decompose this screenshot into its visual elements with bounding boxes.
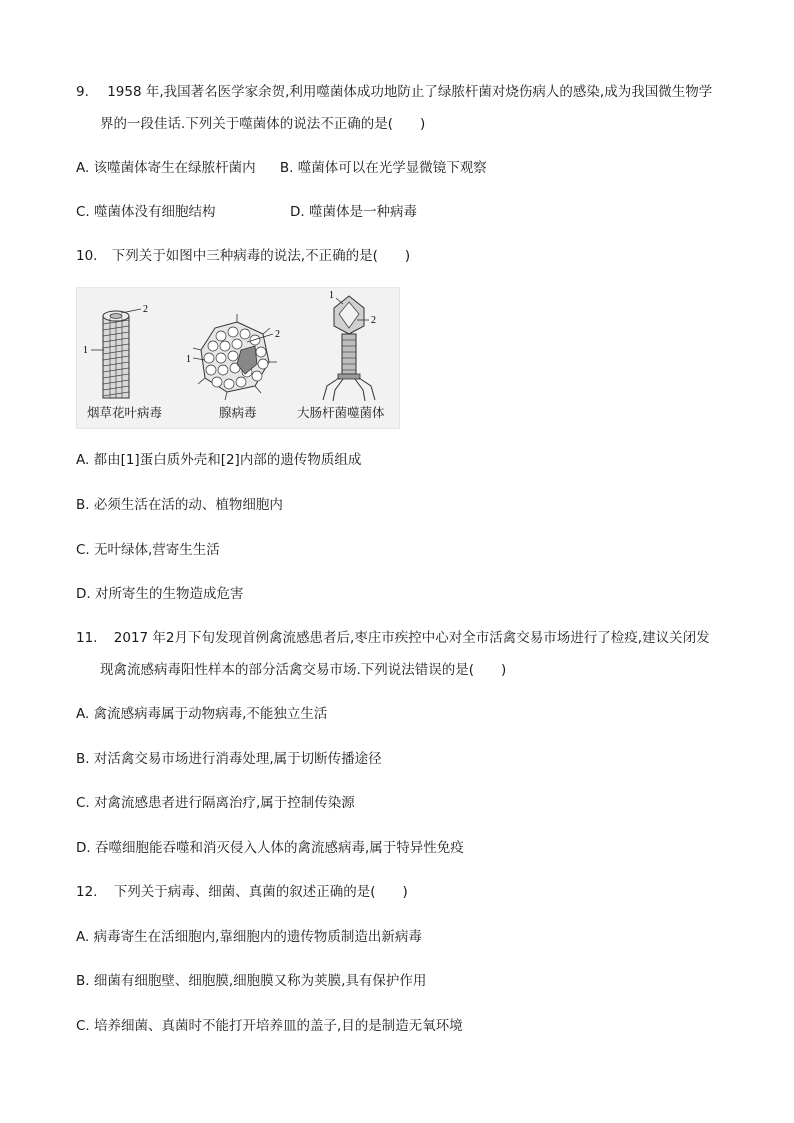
virus-figure: [76, 287, 400, 429]
question-11-line2: 现禽流感病毒阳性样本的部分活禽交易市场.下列说法错误的是( ): [100, 662, 507, 678]
question-9-options-ab: [76, 158, 487, 178]
question-stem: 下列关于病毒、细菌、真菌的叙述正确的是( ): [113, 884, 408, 900]
question-9-line1: [76, 82, 712, 102]
question-10-line1: [76, 246, 410, 266]
question-9-option-c: C. 噬菌体没有细胞结构: [76, 204, 216, 220]
label-1-phage: 1: [329, 290, 334, 301]
bacteriophage-drawing: [323, 296, 375, 401]
question-11-option-b: B. 对活禽交易市场进行消毒处理,属于切断传播途径: [76, 751, 382, 767]
question-11-line1: [76, 628, 710, 648]
question-10-option-a: A. 都由[1]蛋白质外壳和[2]内部的遗传物质组成: [76, 452, 362, 468]
question-10-option-c: C. 无叶绿体,营寄生生活: [76, 542, 220, 558]
question-stem: 2017 年2月下旬发现首例禽流感患者后,枣庄市疾控中心对全市活禽交易市场进行了检疫,建议关闭发: [113, 630, 710, 646]
question-10-option-d: D. 对所寄生的生物造成危害: [76, 586, 244, 602]
adenovirus-drawing: [193, 314, 277, 400]
option-b: B. 噬菌体可以在光学显微镜下观察: [279, 160, 487, 176]
question-9-line2: 界的一段佳话.下列关于噬菌体的说法不正确的是( ): [100, 116, 426, 132]
question-9-option-d: D. 噬菌体是一种病毒: [290, 204, 417, 220]
label-2-phage: 2: [371, 315, 376, 326]
question-12-option-c: C. 培养细菌、真菌时不能打开培养皿的盖子,目的是制造无氧环境: [76, 1018, 463, 1034]
tobacco-mosaic-virus-drawing: [91, 309, 141, 398]
caption-bacteriophage: 大肠杆菌噬菌体: [297, 405, 385, 420]
caption-tobacco-mosaic-virus: 烟草花叶病毒: [87, 405, 163, 420]
question-11-option-a: A. 禽流感病毒属于动物病毒,不能独立生活: [76, 706, 328, 722]
question-11-option-d: D. 吞噬细胞能吞噬和消灭侵入人体的禽流感病毒,属于特异性免疫: [76, 840, 464, 856]
question-12-option-b: B. 细菌有细胞壁、细胞膜,细胞膜又称为荚膜,具有保护作用: [76, 973, 427, 989]
label-2-adenovirus: 2: [275, 329, 280, 340]
question-12-line1: [76, 882, 408, 902]
question-number: 11.: [76, 630, 98, 646]
option-a: A. 该噬菌体寄生在绿脓杆菌内: [76, 160, 256, 176]
question-number: 9.: [76, 84, 89, 100]
label-2-tmv: 2: [143, 304, 148, 315]
question-12-option-a: A. 病毒寄生在活细胞内,靠细胞内的遗传物质制造出新病毒: [76, 929, 422, 945]
question-stem: 1958 年,我国著名医学家余贺,利用噬菌体成功地防止了绿脓杆菌对烧伤病人的感染,成为我国微生物学: [107, 84, 713, 100]
question-11-option-c: C. 对禽流感患者进行隔离治疗,属于控制传染源: [76, 795, 355, 811]
question-stem: 下列关于如图中三种病毒的说法,不正确的是( ): [111, 248, 411, 264]
caption-adenovirus: 腺病毒: [219, 405, 257, 420]
question-number: 10.: [76, 248, 98, 264]
question-number: 12.: [76, 884, 98, 900]
question-10-option-b: B. 必须生活在活的动、植物细胞内: [76, 497, 283, 513]
label-1-adenovirus: 1: [186, 354, 191, 365]
label-1-tmv: 1: [83, 345, 88, 356]
